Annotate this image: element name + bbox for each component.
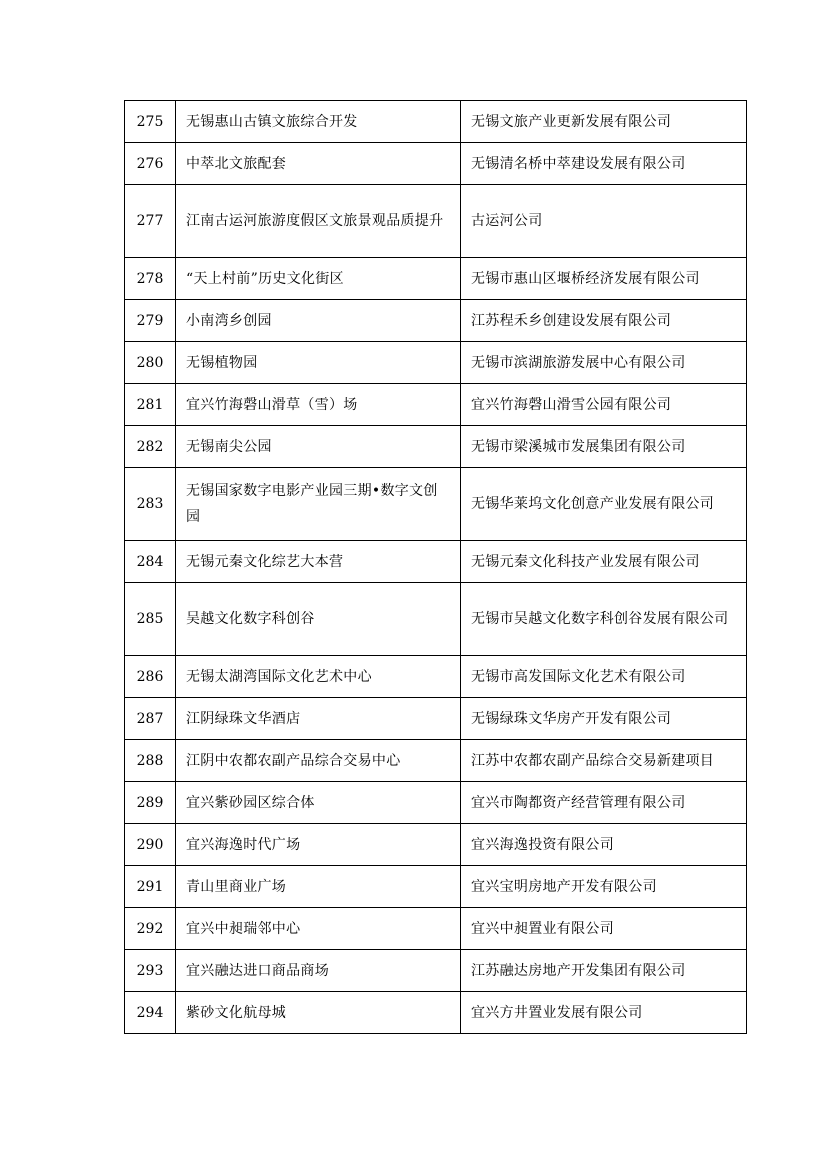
- organization-name: 无锡文旅产业更新发展有限公司: [461, 101, 747, 143]
- project-name: 无锡太湖湾国际文化艺术中心: [176, 656, 461, 698]
- project-name: 中萃北文旅配套: [176, 143, 461, 185]
- organization-name: 宜兴宝明房地产开发有限公司: [461, 866, 747, 908]
- row-number: 282: [125, 426, 176, 468]
- organization-name: 无锡市惠山区堰桥经济发展有限公司: [461, 258, 747, 300]
- project-name: 无锡植物园: [176, 342, 461, 384]
- table-row: [125, 740, 747, 782]
- project-name: 宜兴紫砂园区综合体: [176, 782, 461, 824]
- row-number: 293: [125, 950, 176, 992]
- project-name: 无锡国家数字电影产业园三期•数字文创园: [176, 468, 461, 541]
- table-row: [125, 824, 747, 866]
- table-row: [125, 698, 747, 740]
- row-number: 289: [125, 782, 176, 824]
- project-table: [124, 100, 747, 1034]
- row-number: 285: [125, 583, 176, 656]
- row-number: 287: [125, 698, 176, 740]
- project-name: 宜兴中昶瑞邻中心: [176, 908, 461, 950]
- table-row: [125, 541, 747, 583]
- project-name: 青山里商业广场: [176, 866, 461, 908]
- row-number: 294: [125, 992, 176, 1034]
- row-number: 276: [125, 143, 176, 185]
- project-name: 无锡惠山古镇文旅综合开发: [176, 101, 461, 143]
- organization-name: 无锡市梁溪城市发展集团有限公司: [461, 426, 747, 468]
- project-name: 吴越文化数字科创谷: [176, 583, 461, 656]
- project-name: 小南湾乡创园: [176, 300, 461, 342]
- table-row: [125, 101, 747, 143]
- organization-name: 宜兴市陶都资产经营管理有限公司: [461, 782, 747, 824]
- row-number: 278: [125, 258, 176, 300]
- row-number: 291: [125, 866, 176, 908]
- table-row: [125, 342, 747, 384]
- table-row: [125, 656, 747, 698]
- organization-name: 江苏中农都农副产品综合交易新建项目: [461, 740, 747, 782]
- organization-name: 无锡元秦文化科技产业发展有限公司: [461, 541, 747, 583]
- table-row: [125, 908, 747, 950]
- row-number: 288: [125, 740, 176, 782]
- table-row: [125, 185, 747, 258]
- organization-name: 无锡市高发国际文化艺术有限公司: [461, 656, 747, 698]
- table-row: [125, 300, 747, 342]
- organization-name: 宜兴方井置业发展有限公司: [461, 992, 747, 1034]
- table-row: [125, 782, 747, 824]
- row-number: 284: [125, 541, 176, 583]
- organization-name: 无锡市滨湖旅游发展中心有限公司: [461, 342, 747, 384]
- project-name: 宜兴海逸时代广场: [176, 824, 461, 866]
- project-name: 无锡元秦文化综艺大本营: [176, 541, 461, 583]
- row-number: 275: [125, 101, 176, 143]
- table-row: [125, 384, 747, 426]
- row-number: 292: [125, 908, 176, 950]
- row-number: 279: [125, 300, 176, 342]
- row-number: 281: [125, 384, 176, 426]
- project-name: 江南古运河旅游度假区文旅景观品质提升: [176, 185, 461, 258]
- table-row: [125, 866, 747, 908]
- organization-name: 无锡清名桥中萃建设发展有限公司: [461, 143, 747, 185]
- row-number: 277: [125, 185, 176, 258]
- project-name: 宜兴融达进口商品商场: [176, 950, 461, 992]
- table-row: [125, 992, 747, 1034]
- project-name: 宜兴竹海磬山滑草（雪）场: [176, 384, 461, 426]
- row-number: 283: [125, 468, 176, 541]
- table-row: [125, 143, 747, 185]
- organization-name: 无锡绿珠文华房产开发有限公司: [461, 698, 747, 740]
- organization-name: 宜兴中昶置业有限公司: [461, 908, 747, 950]
- table-row: [125, 950, 747, 992]
- organization-name: 宜兴竹海磬山滑雪公园有限公司: [461, 384, 747, 426]
- organization-name: 古运河公司: [461, 185, 747, 258]
- organization-name: 江苏融达房地产开发集团有限公司: [461, 950, 747, 992]
- row-number: 290: [125, 824, 176, 866]
- organization-name: 宜兴海逸投资有限公司: [461, 824, 747, 866]
- row-number: 286: [125, 656, 176, 698]
- project-name: 江阴绿珠文华酒店: [176, 698, 461, 740]
- project-name: “天上村前”历史文化街区: [176, 258, 461, 300]
- project-name: 江阴中农都农副产品综合交易中心: [176, 740, 461, 782]
- row-number: 280: [125, 342, 176, 384]
- table-row: [125, 583, 747, 656]
- table-row: [125, 468, 747, 541]
- table-row: [125, 426, 747, 468]
- project-name: 无锡南尖公园: [176, 426, 461, 468]
- project-name: 紫砂文化航母城: [176, 992, 461, 1034]
- organization-name: 江苏程禾乡创建设发展有限公司: [461, 300, 747, 342]
- organization-name: 无锡市吴越文化数字科创谷发展有限公司: [461, 583, 747, 656]
- table-row: [125, 258, 747, 300]
- organization-name: 无锡华莱坞文化创意产业发展有限公司: [461, 468, 747, 541]
